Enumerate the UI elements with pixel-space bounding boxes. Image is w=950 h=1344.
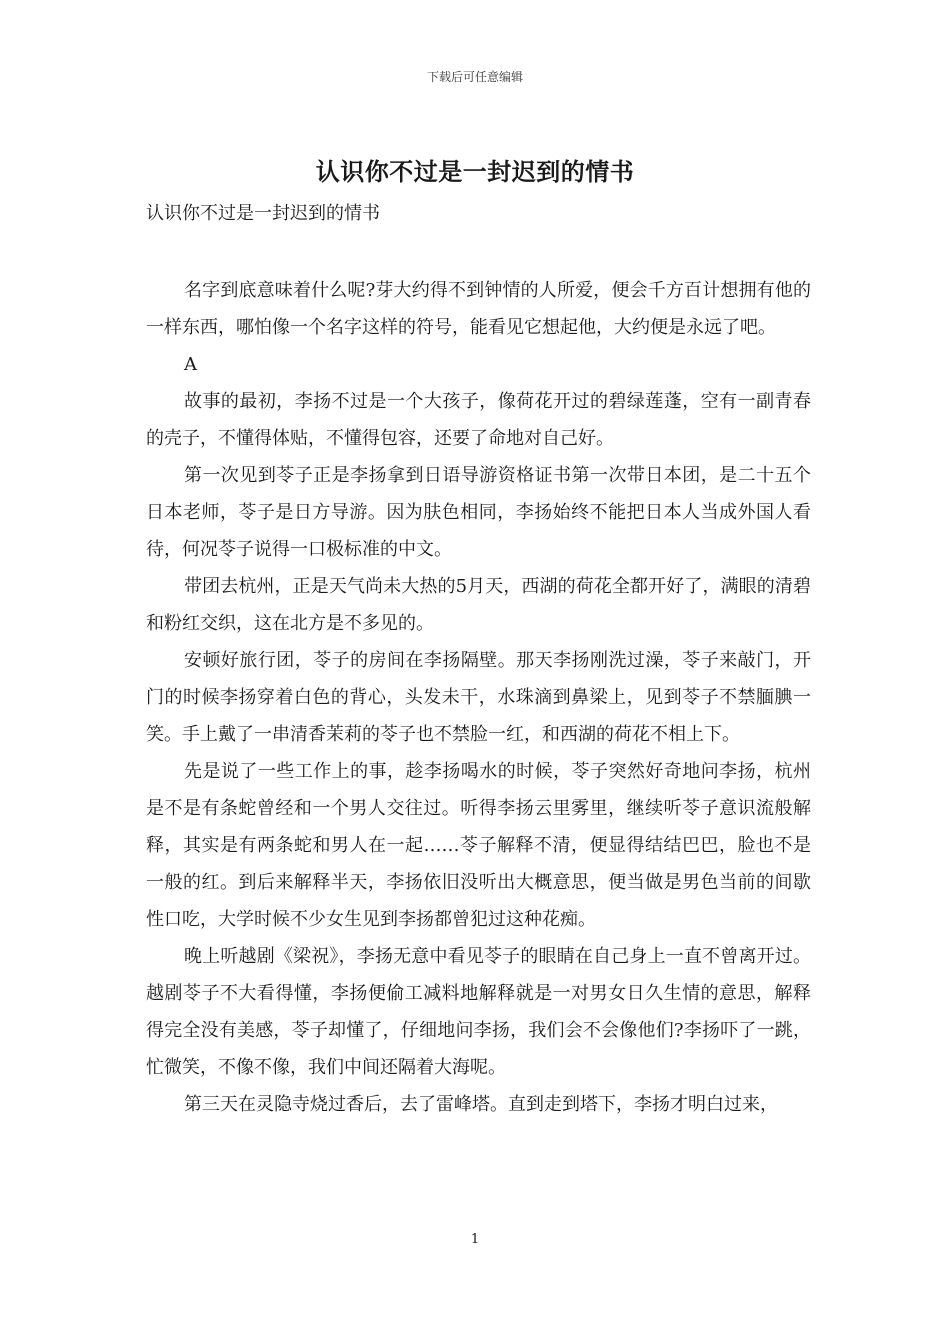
header-note: 下载后可任意编辑	[426, 70, 523, 84]
document-body	[146, 272, 811, 1123]
document-title: 认识你不过是一封迟到的情书	[315, 157, 635, 186]
paragraph: 名字到底意味着什么呢?芽大约得不到钟情的人所爱，便会千方百计想拥有他的一样东西，哪怕像一个名字这样的符号，能看见它想起他，大约便是永远了吧。	[146, 280, 811, 338]
paragraph: 晚上听越剧《梁祝》，李扬无意中看见苓子的眼睛在自己身上一直不曾离开过。越剧苓子不大看得懂，李扬便偷工减料地解释就是一对男女日久生情的意思，解释得完全没有美感，苓子却懂了，仔细地问李扬，我们会不会像他们?李扬吓了一跳，忙微笑，不像不像，我们中间还隔着大海呢。	[146, 946, 811, 1078]
paragraph: 安顿好旅行团，苓子的房间在李扬隔壁。那天李扬刚洗过澡，苓子来敲门，开门的时候李扬穿着白色的背心，头发未干，水珠滴到鼻梁上，见到苓子不禁腼腆一笑。手上戴了一串清香茉莉的苓子也不禁脸一红，和西湖的荷花不相上下。	[146, 650, 811, 745]
paragraph: 第三天在灵隐寺烧过香后，去了雷峰塔。直到走到塔下，李扬才明白过来，	[184, 1094, 778, 1115]
paragraph: 先是说了一些工作上的事，趁李扬喝水的时候，苓子突然好奇地问李扬，杭州是不是有条蛇曾经和一个男人交往过。听得李扬云里雾里，继续听苓子意识流般解释，其实是有两条蛇和男人在一起……苓子解释不清，便显得结结巴巴，脸也不是一般的红。到后来解释半天，李扬依旧没听出大概意思，便当做是男色当前的间歇性口吃，大学时候不少女生见到李扬都曾犯过这种花痴。	[146, 761, 811, 930]
document-subtitle: 认识你不过是一封迟到的情书	[146, 203, 380, 224]
section-marker: A	[184, 354, 197, 375]
page-number: 1	[470, 1232, 480, 1247]
paragraph: 故事的最初，李扬不过是一个大孩子，像荷花开过的碧绿莲蓬，空有一副青春的壳子，不懂得体贴，不懂得包容，还要了命地对自己好。	[146, 391, 811, 449]
paragraph: 带团去杭州，正是天气尚未大热的5月天，西湖的荷花全都开好了，满眼的清碧和粉红交织，这在北方是不多见的。	[146, 576, 811, 634]
paragraph: 第一次见到苓子正是李扬拿到日语导游资格证书第一次带日本团，是二十五个日本老师，苓子是日方导游。因为肤色相同，李扬始终不能把日本人当成外国人看待，何况苓子说得一口极标准的中文。	[146, 465, 811, 560]
